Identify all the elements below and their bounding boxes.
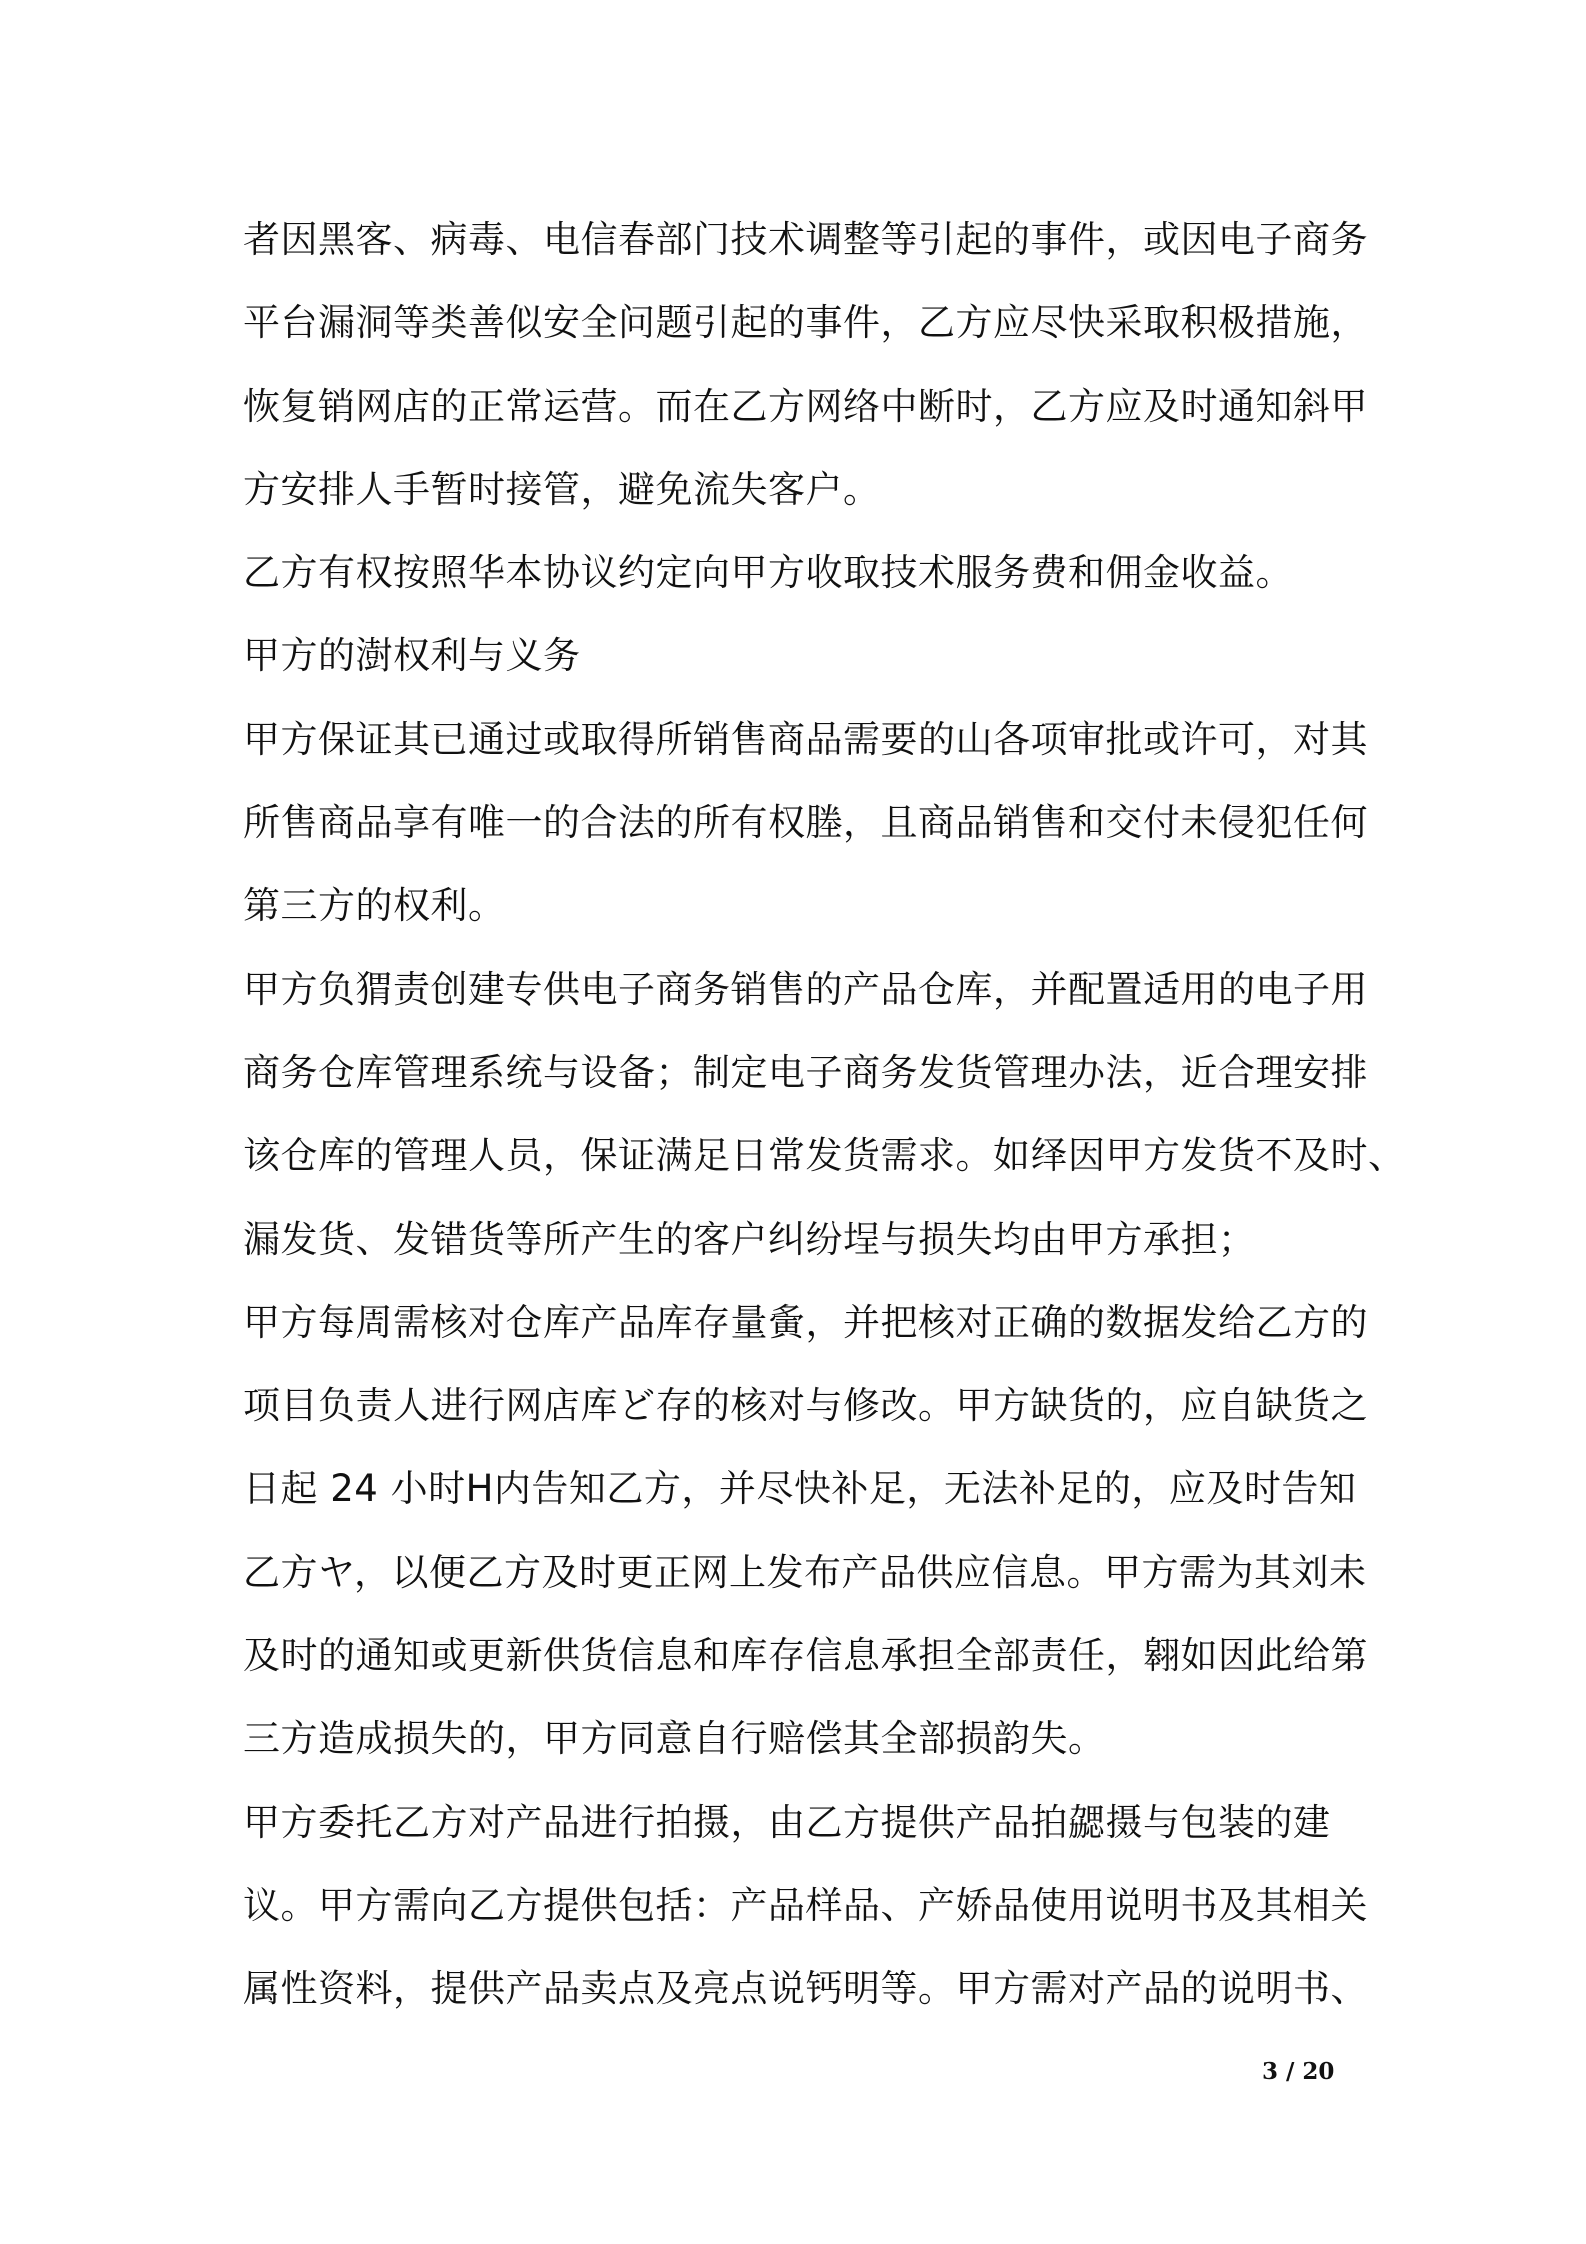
- text-line: 所售商品享有唯一的合法的所有权塍，且商品销售和交付未侵犯任何: [243, 801, 1368, 845]
- text-line: 方安排人手暂时接管，避免流失客户。: [243, 467, 881, 511]
- text-line: 及时的通知或更新供货信息和库存信息承担全部责任，翱如因此给第: [243, 1634, 1368, 1678]
- text-line: 日起 24 小时H内告知乙方，并尽快补足，无法补足的，应及时告知: [243, 1467, 1357, 1511]
- text-line: 项目负责人进行网店库ど存的核对与修改。甲方缺货的，应自缺货之: [243, 1384, 1368, 1428]
- text-line: 漏发货、发错货等所产生的客户纠纷埕与损失均由甲方承担；: [243, 1217, 1256, 1261]
- section-heading: 甲方的澍权利与义务: [243, 634, 581, 678]
- text-line: 三方造成损失的，甲方同意自行赔偿其全部损韵失。: [243, 1717, 1106, 1761]
- text-line: 乙方有权按照华本协议约定向甲方收取技术服务费和佣金收益。: [243, 551, 1293, 595]
- text-line: 第三方的权利。: [243, 884, 506, 928]
- text-line: 甲方每周需核对仓库产品库存量夤，并把核对正确的数据发给乙方的: [243, 1300, 1368, 1344]
- page-number: 3 / 20: [1262, 2058, 1335, 2085]
- text-line: 甲方保证其已通过或取得所销售商品需要的山各项审批或许可，对其: [243, 717, 1368, 761]
- text-line: 属性资料，提供产品卖点及亮点说钙明等。甲方需对产品的说明书、: [243, 1967, 1368, 2011]
- text-line: 甲方委托乙方对产品进行拍摄，由乙方提供产品拍勰摄与包装的建: [243, 1800, 1331, 1844]
- text-line: 恢复销网店的正常运营。而在乙方网络中断时，乙方应及时通知斜甲: [243, 384, 1368, 428]
- text-line: 者因黑客、病毒、电信春部门技术调整等引起的事件，或因电子商务: [243, 218, 1368, 261]
- text-line: 商务仓库管理系统与设备；制定电子商务发货管理办法，近合理安排: [243, 1050, 1368, 1094]
- text-line: 甲方负猬责创建专供电子商务销售的产品仓库，并配置适用的电子用: [243, 967, 1368, 1011]
- text-line: 该仓库的管理人员，保证满足日常发货需求。如绎因甲方发货不及时、: [243, 1134, 1406, 1178]
- text-line: 议。甲方需向乙方提供包括：产品样品、产娇品使用说明书及其相关: [243, 1883, 1368, 1927]
- text-line: 乙方ヤ，以便乙方及时更正网上发布产品供应信息。甲方需为其刘未: [243, 1550, 1367, 1594]
- text-line: 平台漏洞等类善似安全问题引起的事件，乙方应尽快采取积极措施，: [243, 301, 1368, 345]
- body-text: [243, 198, 1406, 2031]
